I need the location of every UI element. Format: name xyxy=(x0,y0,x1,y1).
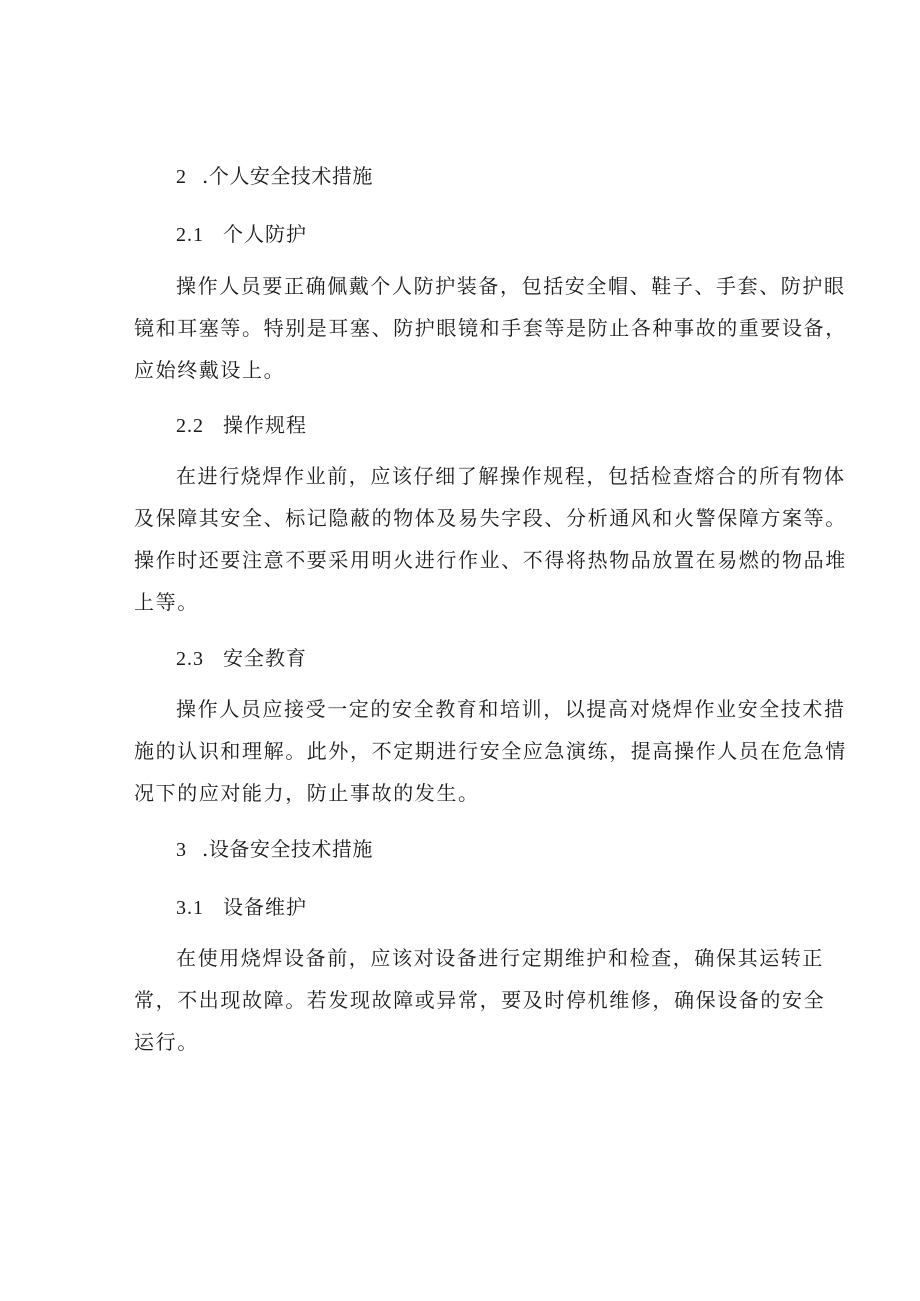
subsection-heading xyxy=(176,413,307,438)
subsection-number: 2.3 xyxy=(176,648,204,670)
section-title: .设备安全技术措施 xyxy=(202,837,373,861)
subsection-title: 设备维护 xyxy=(223,895,307,919)
paragraph-line: 施的认识和理解。此外，不定期进行安全应急演练，提高操作人员在危急情 xyxy=(134,739,847,763)
section-heading xyxy=(176,837,373,862)
subsection-title: 操作规程 xyxy=(223,413,307,437)
paragraph-line: 应始终戴设上。 xyxy=(134,358,286,382)
subsection-heading xyxy=(176,895,307,920)
paragraph-line: 操作人员应接受一定的安全教育和培训，以提高对烧焊作业安全技术措 xyxy=(176,697,846,721)
paragraph-line: 及保障其安全、标记隐蔽的物体及易失字段、分析通风和火警保障方案等。 xyxy=(134,506,847,530)
section-heading xyxy=(176,164,373,189)
subsection-title: 个人防护 xyxy=(223,222,307,246)
section-number: 3 xyxy=(176,839,187,861)
paragraph-line: 操作时还要注意不要采用明火进行作业、不得将热物品放置在易燃的物品堆 xyxy=(134,548,847,572)
subsection-title: 安全教育 xyxy=(223,646,307,670)
paragraph-line: 在进行烧焊作业前，应该仔细了解操作规程，包括检查熔合的所有物体 xyxy=(176,464,846,488)
paragraph-line: 常，不出现故障。若发现故障或异常，要及时停机维修，确保设备的安全 xyxy=(134,988,826,1012)
section-title: .个人安全技术措施 xyxy=(202,164,373,188)
paragraph-line: 况下的应对能力，防止事故的发生。 xyxy=(134,781,480,805)
subsection-number: 3.1 xyxy=(176,897,204,919)
subsection-heading xyxy=(176,646,307,671)
paragraph-line: 镜和耳塞等。特别是耳塞、防护眼镜和手套等是防止各种事故的重要设备， xyxy=(134,316,847,340)
paragraph-line: 上等。 xyxy=(134,590,199,614)
subsection-heading xyxy=(176,222,307,247)
paragraph-line: 运行。 xyxy=(134,1030,199,1054)
section-number: 2 xyxy=(176,166,187,188)
paragraph-line: 在使用烧焊设备前，应该对设备进行定期维护和检查，确保其运转正 xyxy=(176,946,824,970)
subsection-number: 2.2 xyxy=(176,415,204,437)
paragraph-line: 操作人员要正确佩戴个人防护装备，包括安全帽、鞋子、手套、防护眼 xyxy=(176,274,846,298)
subsection-number: 2.1 xyxy=(176,224,204,246)
